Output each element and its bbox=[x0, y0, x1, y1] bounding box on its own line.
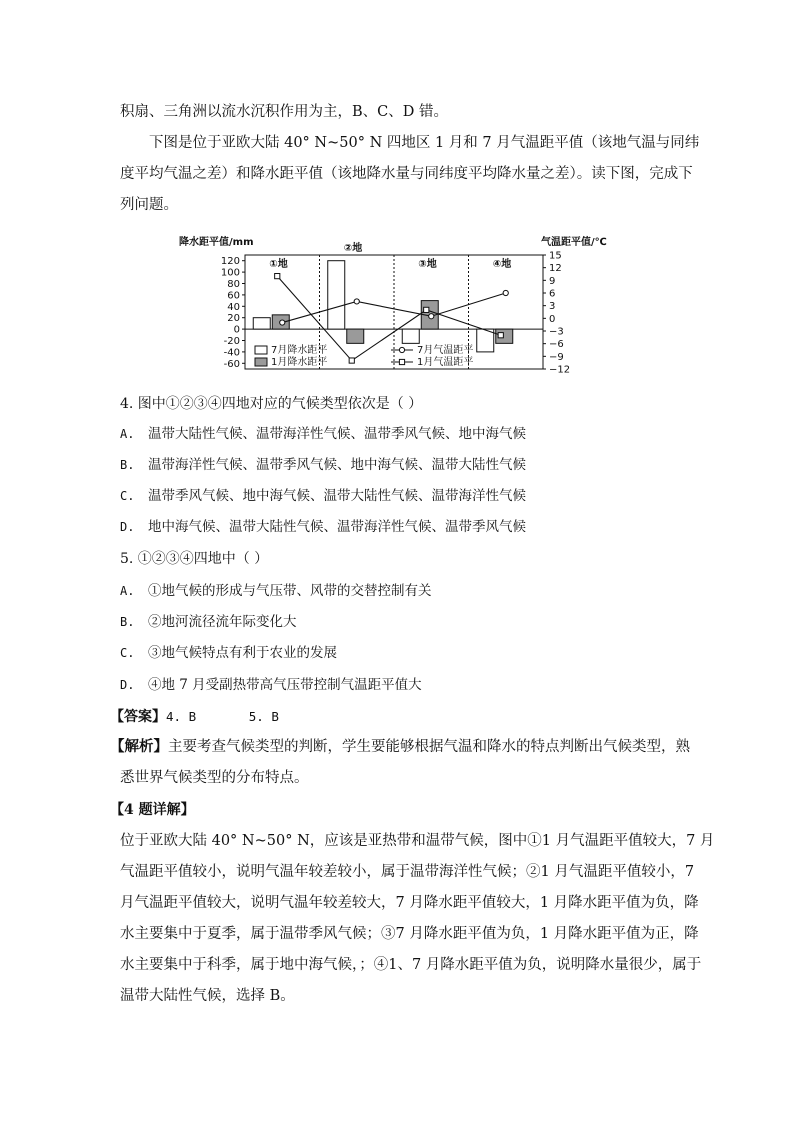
line-point bbox=[354, 299, 359, 304]
detail-line-3: 月气温距平值较大，说明气温年较差较大，7 月降水距平值较大，1 月降水距平值为负，降 bbox=[120, 895, 699, 911]
legend-swatch bbox=[255, 358, 267, 366]
answer-line bbox=[110, 707, 279, 727]
line-point bbox=[498, 333, 503, 338]
y-left-tick-label: -40 bbox=[223, 347, 240, 359]
line-point bbox=[275, 274, 280, 279]
option-text: 温带季风气候、地中海气候、温带大陆性气候、温带海洋性气候 bbox=[148, 488, 526, 504]
option-letter: B. bbox=[120, 458, 135, 472]
passage-line-1: 下图是位于亚欧大陆 40° N~50° N 四地区 1 月和 7 月气温距平值（该地气温与同纬 bbox=[149, 135, 700, 151]
option-text: 温带大陆性气候、温带海洋性气候、温带季风气候、地中海气候 bbox=[148, 426, 526, 442]
option-letter: C. bbox=[120, 489, 135, 503]
q5-option-d[interactable] bbox=[120, 675, 422, 695]
analysis-tag: 【解析】 bbox=[110, 738, 168, 755]
y-left-tick-label: 60 bbox=[227, 290, 240, 302]
region-label: ④地 bbox=[492, 259, 512, 270]
q4-option-d[interactable] bbox=[120, 517, 526, 537]
y-left-tick-label: 0 bbox=[233, 324, 240, 336]
y-left-tick-label: 20 bbox=[227, 313, 240, 325]
option-letter: B. bbox=[120, 615, 135, 629]
line-point bbox=[503, 290, 508, 295]
option-letter: A. bbox=[120, 427, 135, 441]
y-left-tick-label: 40 bbox=[227, 301, 240, 313]
intro-line: 积扇、三角洲以流水沉积作用为主，B、C、D 错。 bbox=[120, 104, 448, 120]
region-label: ③地 bbox=[418, 259, 437, 270]
detail-tag: 【4 题详解】 bbox=[110, 802, 195, 818]
climate-anomaly-chart bbox=[175, 233, 615, 383]
y-left-title: 降水距平值/mm bbox=[179, 237, 254, 248]
q4-option-c[interactable] bbox=[120, 486, 526, 506]
y-left-tick-label: 80 bbox=[227, 279, 240, 290]
line-point bbox=[429, 314, 434, 319]
line-point bbox=[280, 320, 285, 325]
detail-line-5: 水主要集中于科季，属于地中海气候，；④1、7 月降水距平值为负，说明降水量很少，属于 bbox=[120, 957, 702, 973]
q5-option-c[interactable] bbox=[120, 643, 337, 663]
option-text: ③地气候特点有利于农业的发展 bbox=[148, 645, 337, 661]
y-left-tick-label: 100 bbox=[220, 267, 240, 279]
region-label: ②地 bbox=[343, 243, 363, 254]
q4-option-a[interactable] bbox=[120, 424, 526, 444]
bar bbox=[253, 318, 270, 329]
q4-option-b[interactable] bbox=[120, 455, 526, 475]
option-text: ④地 7 月受副热带高气压带控制气温距平值大 bbox=[148, 677, 422, 693]
legend-label: 1月气温距平 bbox=[417, 357, 474, 368]
legend-swatch bbox=[399, 359, 404, 364]
y-left-tick-label: -60 bbox=[223, 358, 240, 370]
y-right-title: 气温距平值/℃ bbox=[541, 237, 607, 248]
passage-line-2: 度平均气温之差）和降水距平值（该地降水量与同纬度平均降水量之差）。读下图，完成下 bbox=[120, 166, 693, 182]
y-left-tick-label: 120 bbox=[220, 256, 240, 268]
q5-option-a[interactable] bbox=[120, 581, 432, 601]
line-point bbox=[424, 307, 429, 312]
legend-label: 1月降水距平 bbox=[271, 357, 328, 368]
q5-stem: 5. ①②③④四地中（ ） bbox=[120, 551, 269, 567]
y-right-tick-label: 0 bbox=[549, 313, 556, 325]
y-right-tick-label: 9 bbox=[549, 275, 556, 287]
option-letter: C. bbox=[120, 646, 135, 660]
y-right-tick-label: 6 bbox=[549, 288, 556, 300]
passage-line-3: 列问题。 bbox=[120, 197, 178, 213]
analysis-line-2: 悉世界气候类型的分布特点。 bbox=[120, 770, 309, 786]
y-right-tick-label: −9 bbox=[549, 351, 564, 363]
bar bbox=[402, 329, 419, 343]
legend-label: 7月气温距平 bbox=[417, 345, 474, 356]
legend-swatch bbox=[255, 346, 267, 354]
analysis-text: 主要考查气候类型的判断，学生要能够根据气温和降水的特点判断出气候类型，熟 bbox=[168, 739, 690, 755]
region-label: ①地 bbox=[269, 259, 288, 270]
option-text: 温带海洋性气候、温带季风气候、地中海气候、温带大陆性气候 bbox=[148, 457, 526, 473]
analysis-line-1 bbox=[110, 737, 690, 757]
option-text: ②地河流径流年际变化大 bbox=[148, 614, 297, 630]
bar bbox=[347, 329, 364, 343]
option-text: 地中海气候、温带大陆性气候、温带海洋性气候、温带季风气候 bbox=[148, 519, 526, 535]
legend-swatch bbox=[399, 347, 404, 352]
detail-line-6: 温带大陆性气候，选择 B。 bbox=[120, 988, 295, 1004]
option-letter: D. bbox=[120, 520, 135, 534]
y-right-tick-label: 15 bbox=[549, 250, 562, 262]
option-letter: A. bbox=[120, 584, 135, 598]
q4-stem: 4. 图中①②③④四地对应的气候类型依次是（ ） bbox=[120, 396, 423, 412]
y-right-tick-label: 12 bbox=[549, 263, 562, 275]
detail-line-4: 水主要集中于夏季，属于温带季风气候；③7 月降水距平值为负，1 月降水距平值为正，降 bbox=[120, 926, 699, 942]
y-right-tick-label: 3 bbox=[549, 301, 556, 313]
answer-tag: 【答案】 bbox=[110, 709, 166, 725]
line-point bbox=[349, 358, 354, 363]
legend-label: 7月降水距平 bbox=[271, 345, 328, 356]
y-right-tick-label: −3 bbox=[549, 326, 564, 338]
detail-line-1: 位于亚欧大陆 40° N~50° N，应该是亚热带和温带气候，图中①1 月气温距平值较大，7 月 bbox=[120, 833, 715, 849]
bar bbox=[328, 261, 345, 329]
y-right-tick-label: −12 bbox=[549, 364, 571, 376]
y-left-tick-label: -20 bbox=[223, 336, 240, 347]
option-letter: D. bbox=[120, 678, 135, 692]
y-right-tick-label: −6 bbox=[549, 339, 564, 351]
option-text: ①地气候的形成与气压带、风带的交替控制有关 bbox=[148, 583, 432, 599]
detail-line-2: 气温距平值较小，说明气温年较差较小，属于温带海洋性气候；②1 月气温距平值较小，7 bbox=[120, 864, 695, 880]
answer-text: 4. B 5. B bbox=[166, 709, 279, 724]
q5-option-b[interactable] bbox=[120, 612, 297, 632]
